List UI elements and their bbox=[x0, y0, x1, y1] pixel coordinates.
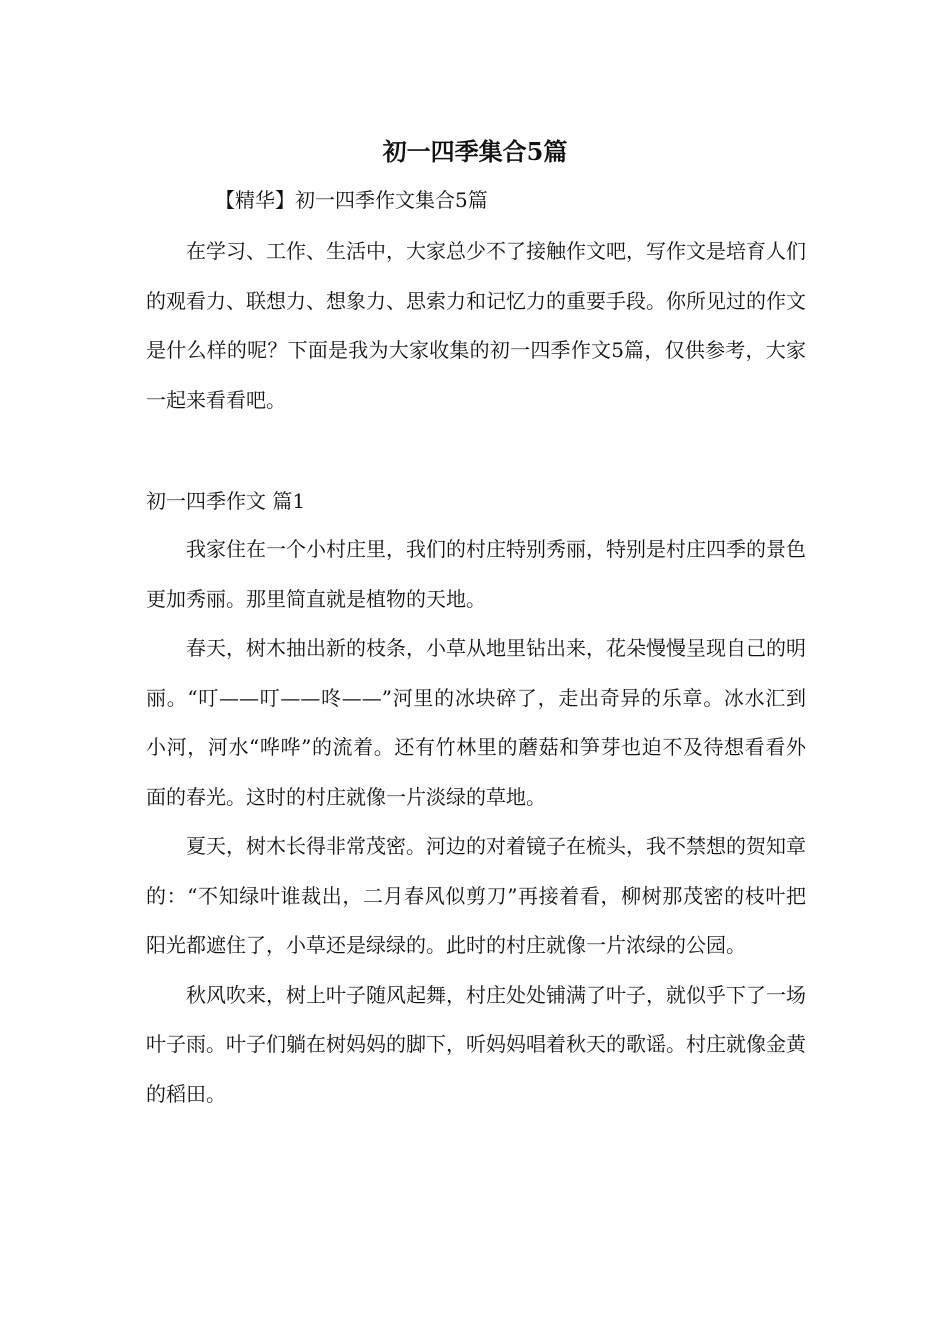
document-subtitle: 【精华】初一四季作文集合5篇 bbox=[215, 188, 488, 212]
article-paragraph-1: 我家住在一个小村庄里，我们的村庄特别秀丽，特别是村庄四季的景色更加秀丽。那里简直就是植物的天地。 bbox=[146, 537, 806, 611]
intro-paragraph: 在学习、工作、生活中，大家总少不了接触作文吧，写作文是培育人们的观看力、联想力、想象力、思索力和记忆力的重要手段。你所见过的作文是什么样的呢？下面是我为大家收集的初一四季作文5篇，仅供参考，大家一起来看看吧。 bbox=[146, 239, 806, 412]
intro-block bbox=[146, 227, 806, 425]
article-paragraph-2: 春天，树木抽出新的枝条，小草从地里钻出来，花朵慢慢呈现自己的明丽。“叮——叮——咚——”河里的冰块碎了，走出奇异的乐章。冰水汇到小河，河水“哗哗”的流着。还有竹林里的蘑菇和笋芽也迫不及待想看看外面的春光。这时的村庄就像一片淡绿的草地。 bbox=[146, 636, 806, 809]
article-paragraph-3: 夏天，树木长得非常茂密。河边的对着镜子在梳头，我不禁想的贺知章的：“不知绿叶谁裁出，二月春风似剪刀”再接着看，柳树那茂密的枝叶把阳光都遮住了，小草还是绿绿的。此时的村庄就像一片浓绿的公园。 bbox=[146, 834, 806, 957]
document-title: 初一四季集合5篇 bbox=[382, 137, 568, 166]
article-paragraph-4: 秋风吹来，树上叶子随风起舞，村庄处处铺满了叶子，就似乎下了一场叶子雨。叶子们躺在树妈妈的脚下，听妈妈唱着秋天的歌谣。村庄就像金黄的稻田。 bbox=[146, 982, 806, 1106]
section-heading: 初一四季作文 篇1 bbox=[146, 489, 306, 513]
article-body bbox=[146, 525, 806, 1119]
